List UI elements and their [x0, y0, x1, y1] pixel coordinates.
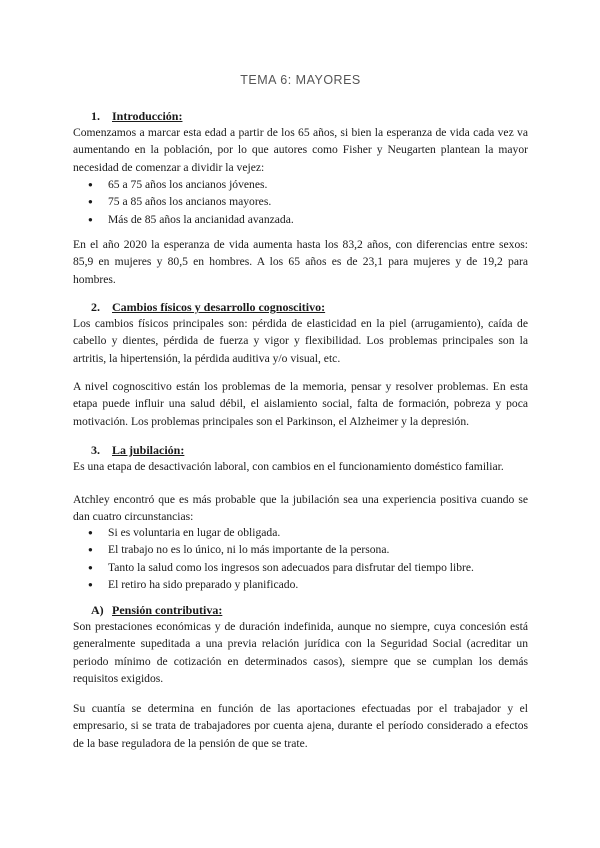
- section-number: A): [91, 603, 104, 617]
- page-title: TEMA 6: MAYORES: [240, 73, 361, 87]
- section-title: La jubilación:: [112, 443, 185, 457]
- list-item: ● 65 a 75 años los ancianos jóvenes.: [73, 176, 294, 193]
- section-heading-introduccion: [91, 109, 182, 124]
- paragraph-pension-definition: Son prestaciones económicas y de duración indefinida, aunque no siempre, cuya concesión está generalmente supeditada a una previa relación jurídica con la Seguridad Social (acreditar un periodo mínimo de cotización en determinados casos), siempre que se cumplan los demás requisitos exigidos.: [73, 620, 528, 685]
- paragraph-physical-changes: Los cambios físicos principales son: pérdida de elasticidad en la piel (arrugamiento), caída de cabello y dientes, pérdida de fuerza y vigor y flexibilidad. Los problemas principales son la artritis, la hipertensión, la pérdida auditiva y/o visual, etc.: [73, 317, 528, 365]
- list-item: ● Si es voluntaria en lugar de obligada.: [73, 524, 474, 541]
- paragraph-cognitive: A nivel cognoscitivo están los problemas de la memoria, pensar y resolver problemas. En esta etapa puede influir una salud débil, el aislamiento social, falta de formación, pobreza y poca motivación. Los problemas principales son el Parkinson, el Alzheimer y la depresión.: [73, 380, 528, 428]
- list-item: ● Más de 85 años la ancianidad avanzada.: [73, 211, 294, 228]
- bullet-list-circumstances: [73, 524, 474, 593]
- paragraph-life-expectancy: En el año 2020 la esperanza de vida aumenta hasta los 83,2 años, con diferencias entre sexos: 85,9 en mujeres y 80,5 en hombres. A los 65 años es de 23,1 para mujeres y de 19,2 para hombres.: [73, 238, 528, 286]
- section-number: 1.: [91, 109, 100, 123]
- section-heading-cambios: [91, 300, 325, 315]
- list-item: ● El retiro ha sido preparado y planificado.: [73, 576, 474, 593]
- section-heading-pension: [91, 603, 222, 618]
- section-title: Cambios físicos y desarrollo cognoscitivo:: [112, 300, 326, 314]
- section-title: Introducción:: [112, 109, 183, 123]
- paragraph-intro: Comenzamos a marcar esta edad a partir de los 65 años, si bien la esperanza de vida cada vez va aumentando en la población, por lo que autores como Fisher y Neugarten plantean la mayor necesidad de comenzar a dividir la vejez:: [73, 126, 528, 174]
- section-title: Pensión contributiva:: [112, 603, 223, 617]
- paragraph-atchley: Atchley encontró que es más probable que la jubilación sea una experiencia positiva cuando se dan cuatro circunstancias:: [73, 493, 528, 524]
- section-number: 3.: [91, 443, 100, 457]
- section-number: 2.: [91, 300, 100, 314]
- bullet-list-age-groups: [73, 176, 294, 228]
- list-item: ● Tanto la salud como los ingresos son adecuados para disfrutar del tiempo libre.: [73, 559, 474, 576]
- section-heading-jubilacion: [91, 443, 184, 458]
- list-item: ● El trabajo no es lo único, ni lo más importante de la persona.: [73, 541, 474, 558]
- paragraph-retirement: Es una etapa de desactivación laboral, con cambios en el funcionamiento doméstico familiar.: [73, 460, 504, 473]
- list-item: ● 75 a 85 años los ancianos mayores.: [73, 193, 294, 210]
- paragraph-pension-amount: Su cuantía se determina en función de las aportaciones efectuadas por el trabajador y el empresario, si se trata de trabajadores por cuenta ajena, durante el período considerado a efectos de la base reguladora de la pensión de que se trate.: [73, 702, 528, 750]
